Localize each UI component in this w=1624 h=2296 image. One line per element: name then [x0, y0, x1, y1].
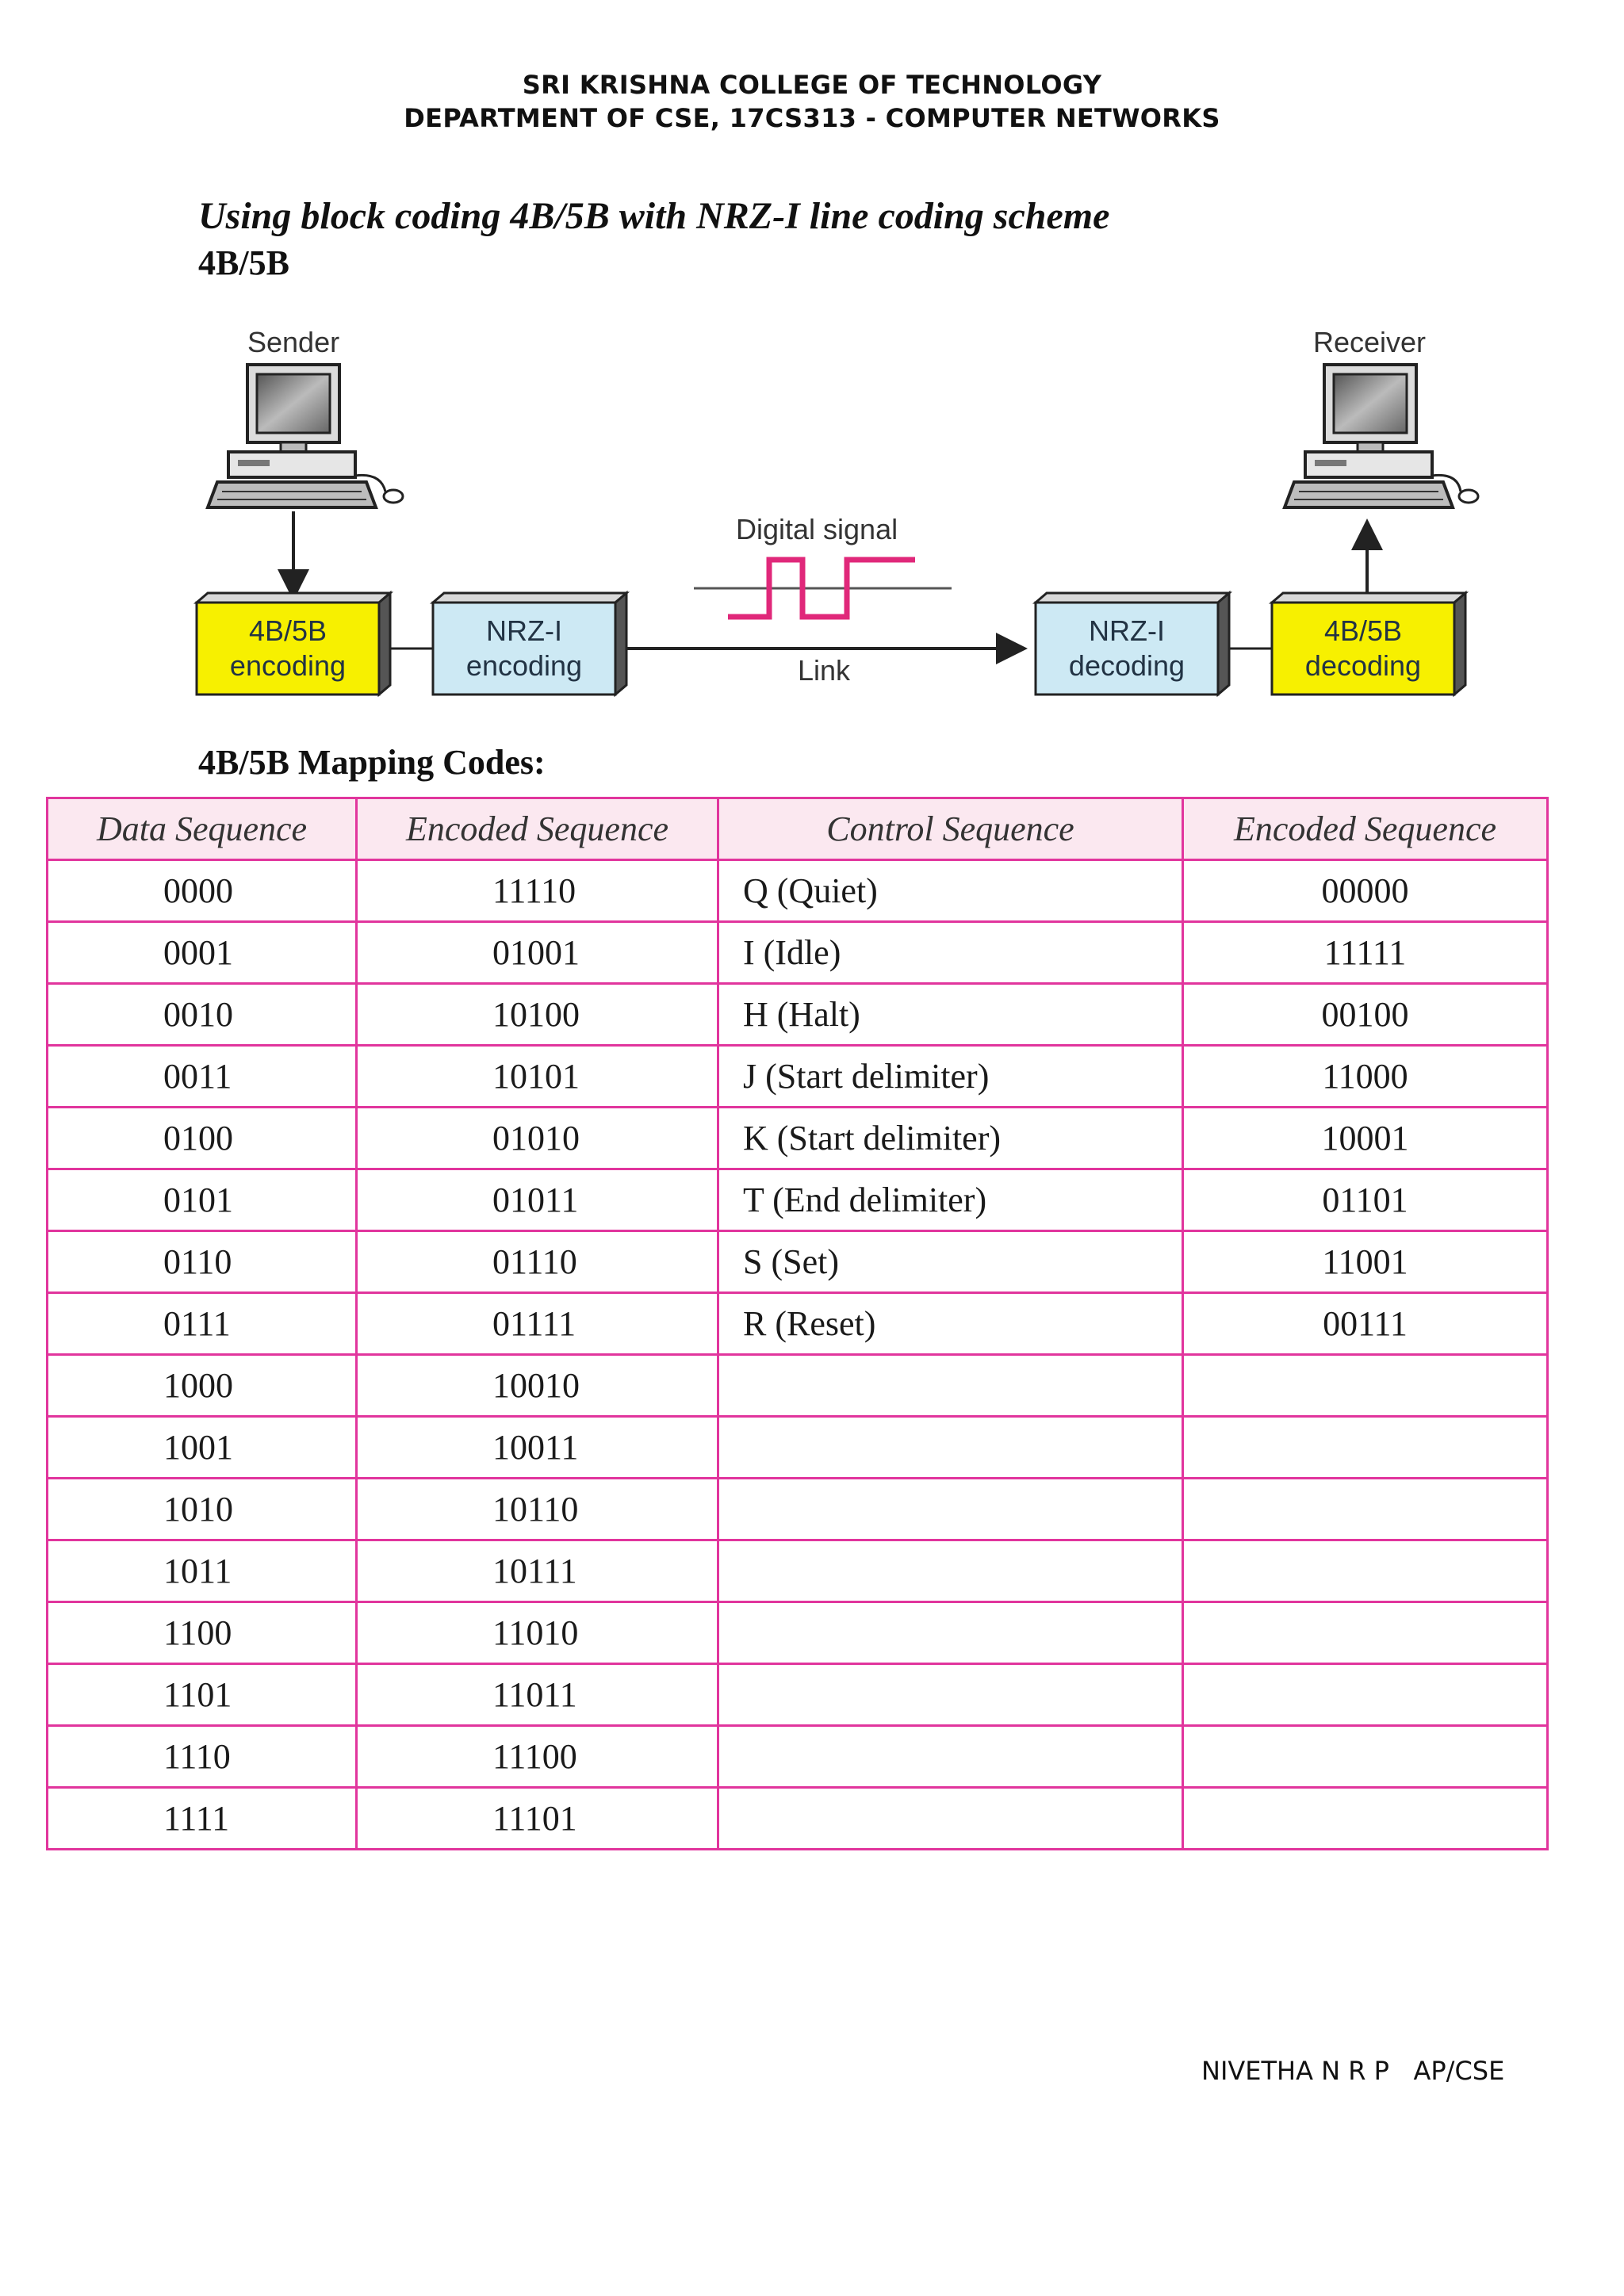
table-row: [48, 1108, 1548, 1169]
data-sequence-cell: 1110: [48, 1726, 357, 1788]
table-row: [48, 1788, 1548, 1850]
control-sequence-cell: I (Idle): [718, 922, 1183, 984]
data-sequence-cell: 0011: [48, 1046, 357, 1108]
control-sequence-cell: H (Halt): [718, 984, 1183, 1046]
data-sequence-cell: 0101: [48, 1169, 357, 1231]
control-sequence-cell: [718, 1355, 1183, 1417]
table-row: [48, 1046, 1548, 1108]
box-nrzi-decoding-line1: NRZ-I: [1089, 614, 1165, 647]
data-sequence-cell: 0001: [48, 922, 357, 984]
table-header-row: [48, 798, 1548, 860]
data-sequence-cell: 0010: [48, 984, 357, 1046]
table-row: [48, 1231, 1548, 1293]
control-sequence-cell: [718, 1726, 1183, 1788]
table-row: [48, 1602, 1548, 1664]
data-sequence-cell: 1101: [48, 1664, 357, 1726]
header-control-encoded-sequence: Encoded Sequence: [1183, 798, 1548, 860]
encoded-sequence-cell: 11110: [357, 860, 718, 922]
sender-computer-icon: [208, 365, 403, 507]
control-sequence-cell: J (Start delimiter): [718, 1046, 1183, 1108]
encoded-sequence-cell: 10110: [357, 1479, 718, 1540]
table-row: [48, 860, 1548, 922]
receiver-computer-icon: [1285, 365, 1478, 507]
control-sequence-cell: [718, 1602, 1183, 1664]
data-sequence-cell: 1001: [48, 1417, 357, 1479]
encoded-sequence-cell: 10011: [357, 1417, 718, 1479]
link-label: Link: [798, 654, 851, 687]
box-nrzi-encoding-line2: encoding: [465, 649, 583, 682]
table-body: [48, 860, 1548, 1850]
data-sequence-cell: 1100: [48, 1602, 357, 1664]
box-nrzi-encoding: [433, 593, 626, 695]
sender-label: Sender: [247, 326, 340, 358]
box-4b5b-decoding-line2: decoding: [1304, 649, 1422, 682]
control-sequence-cell: [718, 1479, 1183, 1540]
control-sequence-cell: [718, 1788, 1183, 1850]
mapping-codes-table: [46, 797, 1549, 1850]
encoded-sequence-cell: 01001: [357, 922, 718, 984]
header-control-sequence: Control Sequence: [718, 798, 1183, 860]
encoded-sequence-cell: 10111: [357, 1540, 718, 1602]
box-4b5b-encoding: [197, 593, 390, 695]
control-encoded-cell: [1183, 1355, 1548, 1417]
table-row: [48, 1293, 1548, 1355]
control-sequence-cell: S (Set): [718, 1231, 1183, 1293]
box-4b5b-decoding: [1272, 593, 1465, 695]
encoded-sequence-cell: 11100: [357, 1726, 718, 1788]
control-encoded-cell: [1183, 1540, 1548, 1602]
data-sequence-cell: 0110: [48, 1231, 357, 1293]
signal-label: Digital signal: [736, 513, 898, 545]
control-encoded-cell: 00111: [1183, 1293, 1548, 1355]
data-sequence-cell: 1010: [48, 1479, 357, 1540]
table-row: [48, 1479, 1548, 1540]
control-encoded-cell: 11111: [1183, 922, 1548, 984]
page-subtitle: 4B/5B: [198, 243, 289, 282]
footer-author: NIVETHA N R P AP/CSE: [1201, 2056, 1505, 2086]
table-row: [48, 984, 1548, 1046]
control-encoded-cell: 11000: [1183, 1046, 1548, 1108]
department-line: DEPARTMENT OF CSE, 17CS313 - COMPUTER NETWORKS: [404, 103, 1220, 133]
encoded-sequence-cell: 10100: [357, 984, 718, 1046]
control-encoded-cell: [1183, 1602, 1548, 1664]
control-sequence-cell: [718, 1540, 1183, 1602]
encoded-sequence-cell: 01110: [357, 1231, 718, 1293]
box-4b5b-encoding-line1: 4B/5B: [248, 614, 327, 647]
table-row: [48, 1417, 1548, 1479]
control-encoded-cell: 10001: [1183, 1108, 1548, 1169]
encoded-sequence-cell: 11010: [357, 1602, 718, 1664]
data-sequence-cell: 1011: [48, 1540, 357, 1602]
control-encoded-cell: [1183, 1664, 1548, 1726]
box-nrzi-decoding: [1036, 593, 1229, 695]
header-encoded-sequence: Encoded Sequence: [357, 798, 718, 860]
receiver-label: Receiver: [1313, 326, 1427, 358]
table-row: [48, 1355, 1548, 1417]
control-encoded-cell: 01101: [1183, 1169, 1548, 1231]
control-encoded-cell: 11001: [1183, 1231, 1548, 1293]
encoded-sequence-cell: 01011: [357, 1169, 718, 1231]
control-sequence-cell: R (Reset): [718, 1293, 1183, 1355]
encoded-sequence-cell: 10101: [357, 1046, 718, 1108]
box-nrzi-decoding-line2: decoding: [1068, 649, 1185, 682]
control-encoded-cell: [1183, 1417, 1548, 1479]
data-sequence-cell: 0111: [48, 1293, 357, 1355]
section-heading: 4B/5B Mapping Codes:: [198, 743, 546, 782]
encoded-sequence-cell: 01010: [357, 1108, 718, 1169]
box-4b5b-decoding-line1: 4B/5B: [1323, 614, 1403, 647]
data-sequence-cell: 0000: [48, 860, 357, 922]
encoded-sequence-cell: 11101: [357, 1788, 718, 1850]
table-row: [48, 1664, 1548, 1726]
control-encoded-cell: 00000: [1183, 860, 1548, 922]
control-sequence-cell: [718, 1417, 1183, 1479]
page-title: Using block coding 4B/5B with NRZ-I line coding scheme: [198, 195, 1110, 237]
table-row: [48, 1540, 1548, 1602]
control-sequence-cell: Q (Quiet): [718, 860, 1183, 922]
control-encoded-cell: [1183, 1726, 1548, 1788]
control-encoded-cell: 00100: [1183, 984, 1548, 1046]
control-sequence-cell: T (End delimiter): [718, 1169, 1183, 1231]
box-4b5b-encoding-line2: encoding: [229, 649, 347, 682]
table-row: [48, 922, 1548, 984]
college-name: SRI KRISHNA COLLEGE OF TECHNOLOGY: [522, 70, 1102, 100]
table-row: [48, 1726, 1548, 1788]
encoded-sequence-cell: 01111: [357, 1293, 718, 1355]
encoded-sequence-cell: 11011: [357, 1664, 718, 1726]
box-nrzi-encoding-line1: NRZ-I: [486, 614, 562, 647]
table-row: [48, 1169, 1548, 1231]
data-sequence-cell: 1111: [48, 1788, 357, 1850]
encoded-sequence-cell: 10010: [357, 1355, 718, 1417]
control-encoded-cell: [1183, 1479, 1548, 1540]
data-sequence-cell: 0100: [48, 1108, 357, 1169]
control-sequence-cell: K (Start delimiter): [718, 1108, 1183, 1169]
control-sequence-cell: [718, 1664, 1183, 1726]
header-data-sequence: Data Sequence: [48, 798, 357, 860]
block-coding-diagram: [182, 317, 1483, 714]
control-encoded-cell: [1183, 1788, 1548, 1850]
data-sequence-cell: 1000: [48, 1355, 357, 1417]
